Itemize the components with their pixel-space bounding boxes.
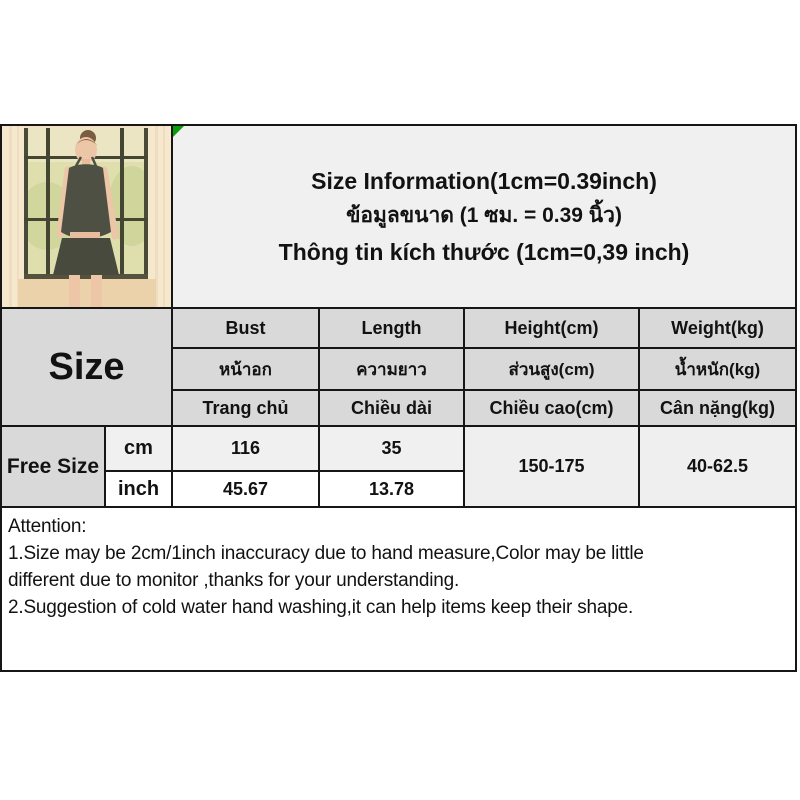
unit-label-cm: cm (106, 427, 171, 470)
value-length-inch: 13.78 (320, 472, 463, 506)
model-photo-illustration (2, 126, 171, 307)
size-chart-sheet (0, 124, 797, 672)
title-vietnamese: Thông tin kích thước (1cm=0,39 inch) (278, 238, 690, 265)
attention-line-3: 2.Suggestion of cold water hand washing,it can help items keep their shape. (8, 597, 634, 618)
value-length-cm: 35 (320, 427, 463, 470)
col-header-height-th: ส่วนสูง(cm) (465, 349, 638, 389)
product-photo (2, 126, 171, 307)
col-header-bust-th: หน้าอก (173, 349, 318, 389)
col-header-length-th: ความยาว (320, 349, 463, 389)
unit-label-inch: inch (106, 472, 171, 506)
title-cell (173, 126, 795, 307)
col-header-weight-en: Weight(kg) (640, 309, 795, 347)
value-bust-inch: 45.67 (173, 472, 318, 506)
col-header-height-en: Height(cm) (465, 309, 638, 347)
col-header-bust-en: Bust (173, 309, 318, 347)
title-english: Size Information(1cm=0.39inch) (311, 167, 657, 194)
col-header-weight-vi: Cân nặng(kg) (640, 391, 795, 425)
col-header-weight-th: น้ำหนัก(kg) (640, 349, 795, 389)
attention-note (2, 508, 795, 670)
col-header-bust-vi: Trang chủ (173, 391, 318, 425)
size-label: Size (2, 309, 171, 425)
attention-line-2: different due to monitor ,thanks for your understanding. (8, 570, 460, 591)
row-label-free-size: Free Size (2, 427, 104, 506)
col-header-height-vi: Chiều cao(cm) (465, 391, 638, 425)
value-bust-cm: 116 (173, 427, 318, 470)
attention-heading: Attention: (8, 516, 87, 537)
col-header-length-vi: Chiều dài (320, 391, 463, 425)
col-header-length-en: Length (320, 309, 463, 347)
value-weight-range: 40-62.5 (640, 427, 795, 506)
value-height-range: 150-175 (465, 427, 638, 506)
title-thai: ข้อมูลขนาด (1 ซม. = 0.39 นิ้ว) (346, 203, 622, 227)
cell-comment-marker-icon (173, 126, 184, 137)
attention-line-1: 1.Size may be 2cm/1inch inaccuracy due to hand measure,Color may be little (8, 543, 644, 564)
